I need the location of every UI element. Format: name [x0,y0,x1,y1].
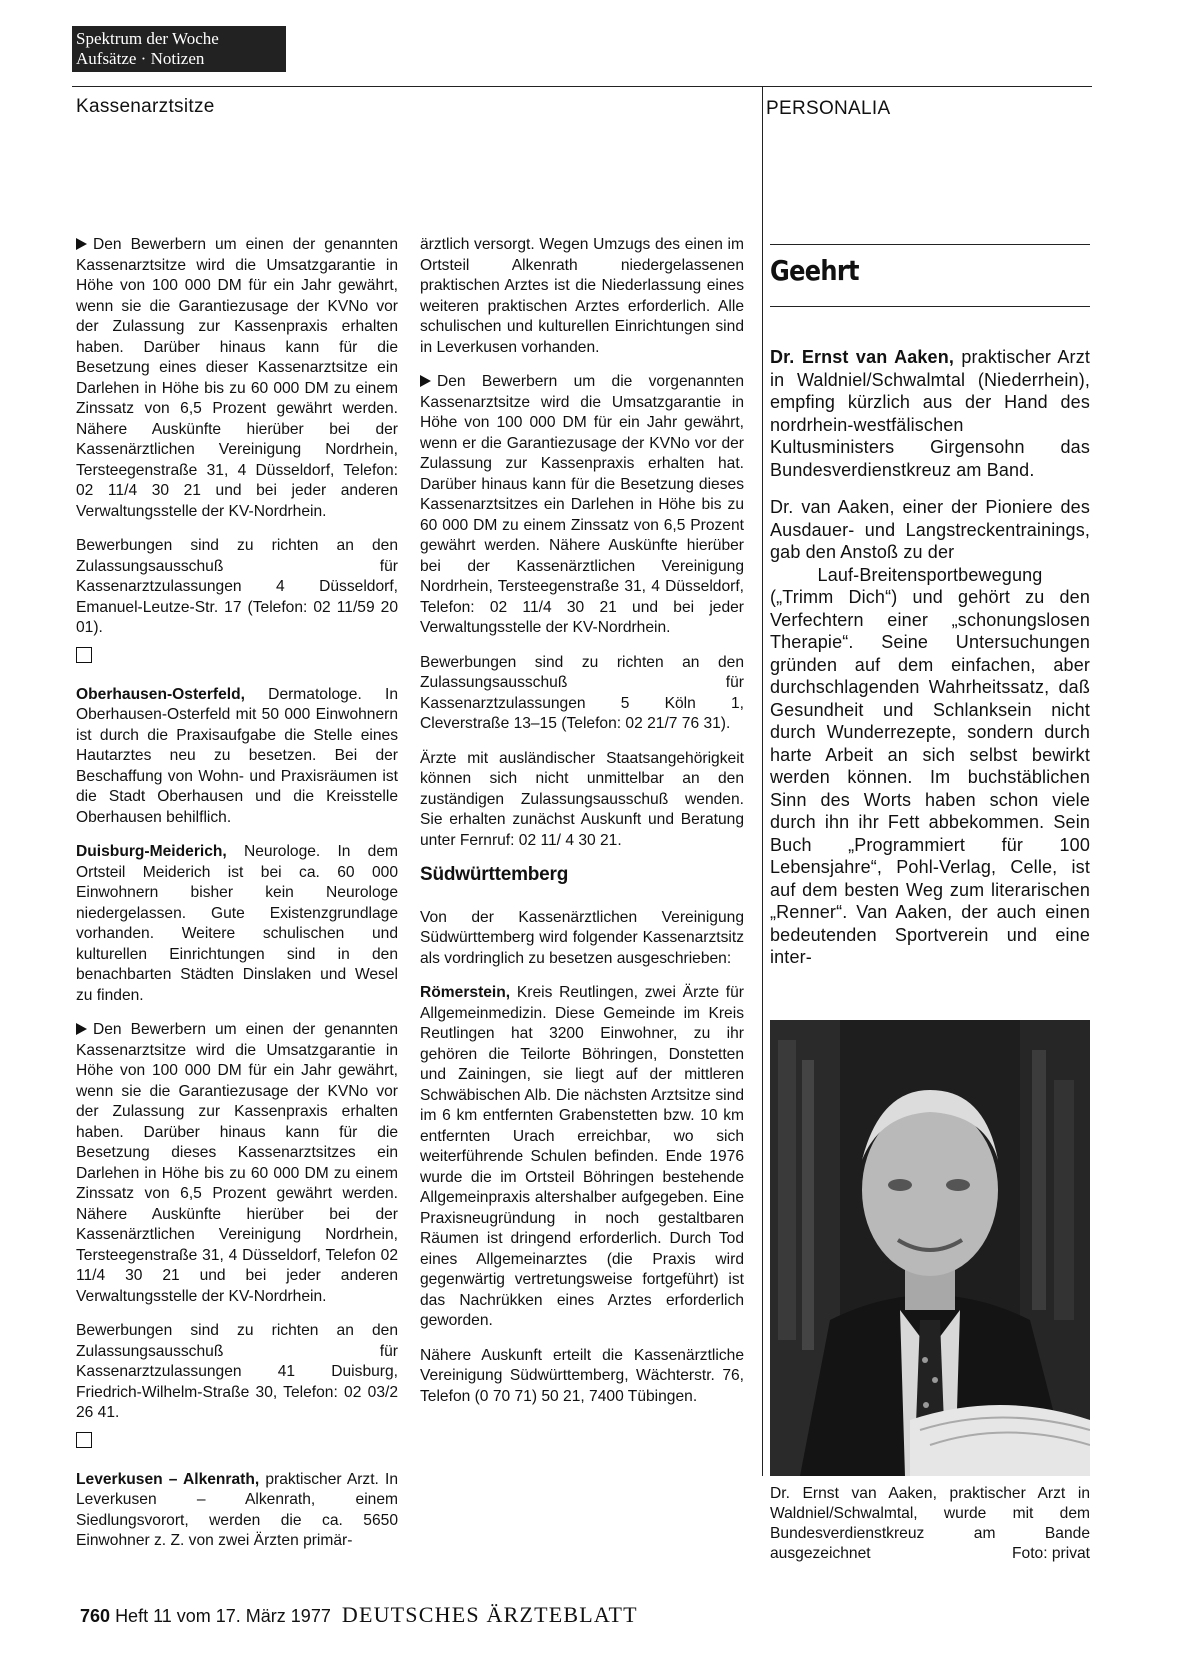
subsection-heading: Südwürttemberg [420,864,569,885]
square-separator-icon [76,1432,92,1448]
header-rule [72,86,1092,87]
triangle-bullet-icon [76,238,87,250]
paragraph: Bewerbungen sind zu richten an den Zulassungsausschuß für Kassenarztzulassungen 4 Düsseldorf, Emanuel-Leutze-Str. 17 (Telefon: 02 11/59 20 01). [76,537,398,636]
paragraph-text: praktischer Arzt in Waldniel/Schwalmtal (Niederrhein), empfing kürzlich aus der Hand des nordrhein-westfälischen Kultusministers Girgensohn das Bundesverdienstkreuz am Band. [770,347,1091,480]
portrait-photo-drawing [770,1020,1090,1476]
paragraph-text: praktischer Arzt. In Leverkusen – Alkenrath, einem Siedlungsvorort, werden die ca. 5650 Einwohner z. Z. von zwei Ärzten primär- [76,1470,398,1549]
entry-title: Duisburg-Meiderich, [76,843,227,860]
masthead [72,26,286,72]
paragraph [76,842,398,1006]
paragraph [770,346,1090,481]
paragraph: ärztlich versorgt. Wegen Umzugs des einen im Ortsteil Alkenrath niedergelassenen praktischen Arztes ist die Niederlassung eines weiteren praktischen Arztes erforderlich. Alle schulischen und kulturellen Einrichtungen sind in Leverkusen vorhanden. [420,236,744,356]
caption-text: Dr. Ernst van Aaken, praktischer Arzt in Waldniel/Schwalmtal, wurde mit dem Bundesverdienstkreuz am Bande ausgezeichnet [770,1485,1090,1562]
paragraph: Bewerbungen sind zu richten an den Zulassungsausschuß für Kassenarztzulassungen 41 Duisburg, Friedrich-Wilhelm-Straße 30, Telefon: 02 03/2 26 41. [76,1322,398,1421]
paragraph-text: Den Bewerbern um einen der genannten Kassenarztsitze wird die Umsatzgarantie in Höhe von 100 000 DM für ein Jahr gewährt, wenn sie die Garantiezusage der KVNo vor der Zulassung zur Kassenpraxis erhalten haben. Darüber hinaus kann für die Besetzung eines dieser Kassenarztsitze ein Darlehen in Höhe bis zu 60 000 DM zu einem Zinssatz von 6,5 Prozent gewährt werden. Nähere Auskünfte hierüber bei der Kassenärztlichen Vereinigung Nordrhein, Tersteegenstraße 31, 4 Düsseldorf, Telefon: 02 11/4 30 21 und bei jeder anderen Verwaltungsstelle der KV-Nordrhein. [76,236,398,520]
paragraph [76,1020,398,1307]
paragraph [76,1470,398,1552]
paragraph [76,685,398,829]
paragraph-text: Den Bewerbern um die vorgenannten Kassenarztsitze wird die Umsatzgarantie in Höhe von 100 000 DM für ein Jahr gewährt, wenn er die Garantiezusage der KVNo vor der Zulassung zur Kassenpraxis erhalten hat. Darüber hinaus kann für die Besetzung dieses Kassenarztsitzes ein Darlehen in Höhe bis zu 60 000 DM zu einem Zinssatz von 6,5 Prozent gewährt werden. Nähere Auskünfte hierüber bei der Kassenärztlichen Vereinigung Nordrhein, Tersteegenstraße 31, 4 Düsseldorf, Telefon: 02 11/4 30 21 und bei jeder Verwaltungsstelle der KV-Nordrhein. [420,373,744,636]
photo-caption [770,1484,1090,1564]
paragraph-line: Lauf-Breitensportbewegung [817,564,1043,585]
entry-title: Römerstein, [420,984,511,1001]
paragraph: Ärzte mit ausländischer Staatsangehörigkeit können sich nicht unmittelbar an den zuständigen Zulassungsausschuß wenden. Sie erhalten zunächst Auskunft und Beratung unter Fernruf: 02 11/ 4 30 21. [420,749,744,849]
masthead-line-1: Spektrum der Woche [76,29,219,48]
paragraph: Bewerbungen sind zu richten an den Zulassungsausschuß für Kassenarztzulassungen 5 Köln 1, Cleverstraße 13–15 (Telefon: 02 21/7 76 31). [420,653,744,732]
paragraph [420,983,744,1332]
column-3 [770,346,1090,984]
article-heading: Geehrt [770,254,859,287]
paragraph-text: Kreis Reutlingen, zwei Ärzte für Allgemeinmedizin. Diese Gemeinde im Kreis Reutlingen hat 3200 Einwohner, zu ihr gehören die Teilorte Böhringen, Donstetten und Zainingen, sie liegt auf der mittleren Schwäbischen Alb. Die nächsten Arztsitze sind im 6 km entfernten Grabenstetten bzw. 10 km entfernten Urach erreichbar, wo sich weiterführende Schulen befinden. Ende 1976 wurde die im Ortsteil Böhringen bestehende Allgemeinpraxis altershalber aufgegeben. Eine Praxisneugründung in noch gestaltbaren Räumen ist dringend erforderlich. Durch Tod eines Allgemeinarztes (die Praxis wird gegenwärtig vertretungsweise fortgeführt) ist das Nachrükken eines Arztes erforderlich geworden. [420,984,744,1329]
heading-rule-top [770,244,1090,245]
column-divider [762,86,763,1476]
page-number: 760 [80,1606,111,1626]
paragraph: („Trimm Dich“) und gehört zu den Verfechtern einer „schonungslosen Therapie“. Seine Untersuchungen gründen auf dem einfachen, aber durchschlagenden Wahrheitssatz, daß Gesundheit und Schlanksein nicht durch Wunderrezepte, sondern durch harte Arbeit an sich selbst bewirkt werden können. Im buchstäblichen Sinn des Worts haben schon viele durch ihn ihr Fett abbekommen. Sein Buch „Programmiert für 100 Lebensjahre“, Pohl-Verlag, Celle, ist auf dem besten Weg zum literarischen „Renner“. Van Aaken, der auch einen bedeutenden Sportverein und eine inter- [770,587,1090,967]
section-title-left: Kassenarztsitze [76,96,215,117]
paragraph [76,235,398,522]
paragraph: Von der Kassenärztlichen Vereinigung Südwürttemberg wird folgender Kassenarztsitz als vordringlich zu besetzen ausgeschrieben: [420,908,744,967]
issue-info: Heft 11 vom 17. März 1977 [115,1606,331,1626]
paragraph: Nähere Auskunft erteilt die Kassenärztliche Vereinigung Südwürttemberg, Wächterstr. 76, Telefon (0 70 71) 50 21, 7400 Tübingen. [420,1346,744,1405]
photo-credit: Foto: privat [1012,1545,1090,1562]
journal-name: DEUTSCHES ÄRZTEBLATT [341,1602,638,1627]
entry-title: Leverkusen – Alkenrath, [76,1470,260,1488]
entry-title: Oberhausen-Osterfeld, [76,685,245,703]
paragraph [420,372,744,639]
square-separator-icon [76,647,92,663]
column-2 [420,235,744,1421]
section-title-right: PERSONALIA [766,98,891,119]
triangle-bullet-icon [76,1023,87,1035]
paragraph-text: Neurologe. In dem Ortsteil Meiderich ist bei ca. 60 000 Einwohnern bisher kein Neurologe niedergelassen. Gute Existenzgrundlage vorhanden. Weitere schulischen und kulturellen Einrichtungen sind in den benachbarten Städten Dinslaken und Wesel zu finden. [76,843,398,1004]
triangle-bullet-icon [420,375,431,387]
portrait-photo [770,1020,1090,1476]
paragraph-text: Den Bewerbern um einen der genannten Kassenarztsitze wird die Umsatzgarantie in Höhe von 100 000 DM für ein Jahr gewährt, wenn sie die Garantiezusage der KVNo vor der Zulassung zur Kassenpraxis erhalten haben. Darüber hinaus kann für die Besetzung dieses Kassenarztsitzes ein Darlehen in Höhe bis zu 60 000 DM zu einem Zinssatz von 6,5 Prozent gewährt werden. Nähere Auskünfte hierüber bei der Kassenärztlichen Vereinigung Nordrhein, Tersteegenstraße 31, 4 Düsseldorf, Telefon 02 11/4 30 21 und bei jeder anderen Verwaltungsstelle der KV-Nordrhein. [76,1021,398,1305]
masthead-line-2: Aufsätze · Notizen [76,49,205,68]
entry-title: Dr. Ernst van Aaken, [770,347,955,367]
heading-rule-bottom [770,306,1090,307]
paragraph-text: Dermatologe. In Oberhausen-Osterfeld mit 50 000 Einwohnern ist durch die Praxisaufgabe die Stelle eines Hautarztes neu zu besetzen. Bei der Beschaffung von Wohn- und Praxisräumen ist die Stadt Oberhausen und die Kreisstelle Oberhausen behilflich. [76,685,398,826]
page-footer [80,1602,638,1628]
paragraph: Dr. van Aaken, einer der Pioniere des Ausdauer- und Langstreckentrainings, gab den Anstoß zu der [770,497,1090,562]
column-1 [76,235,398,1566]
